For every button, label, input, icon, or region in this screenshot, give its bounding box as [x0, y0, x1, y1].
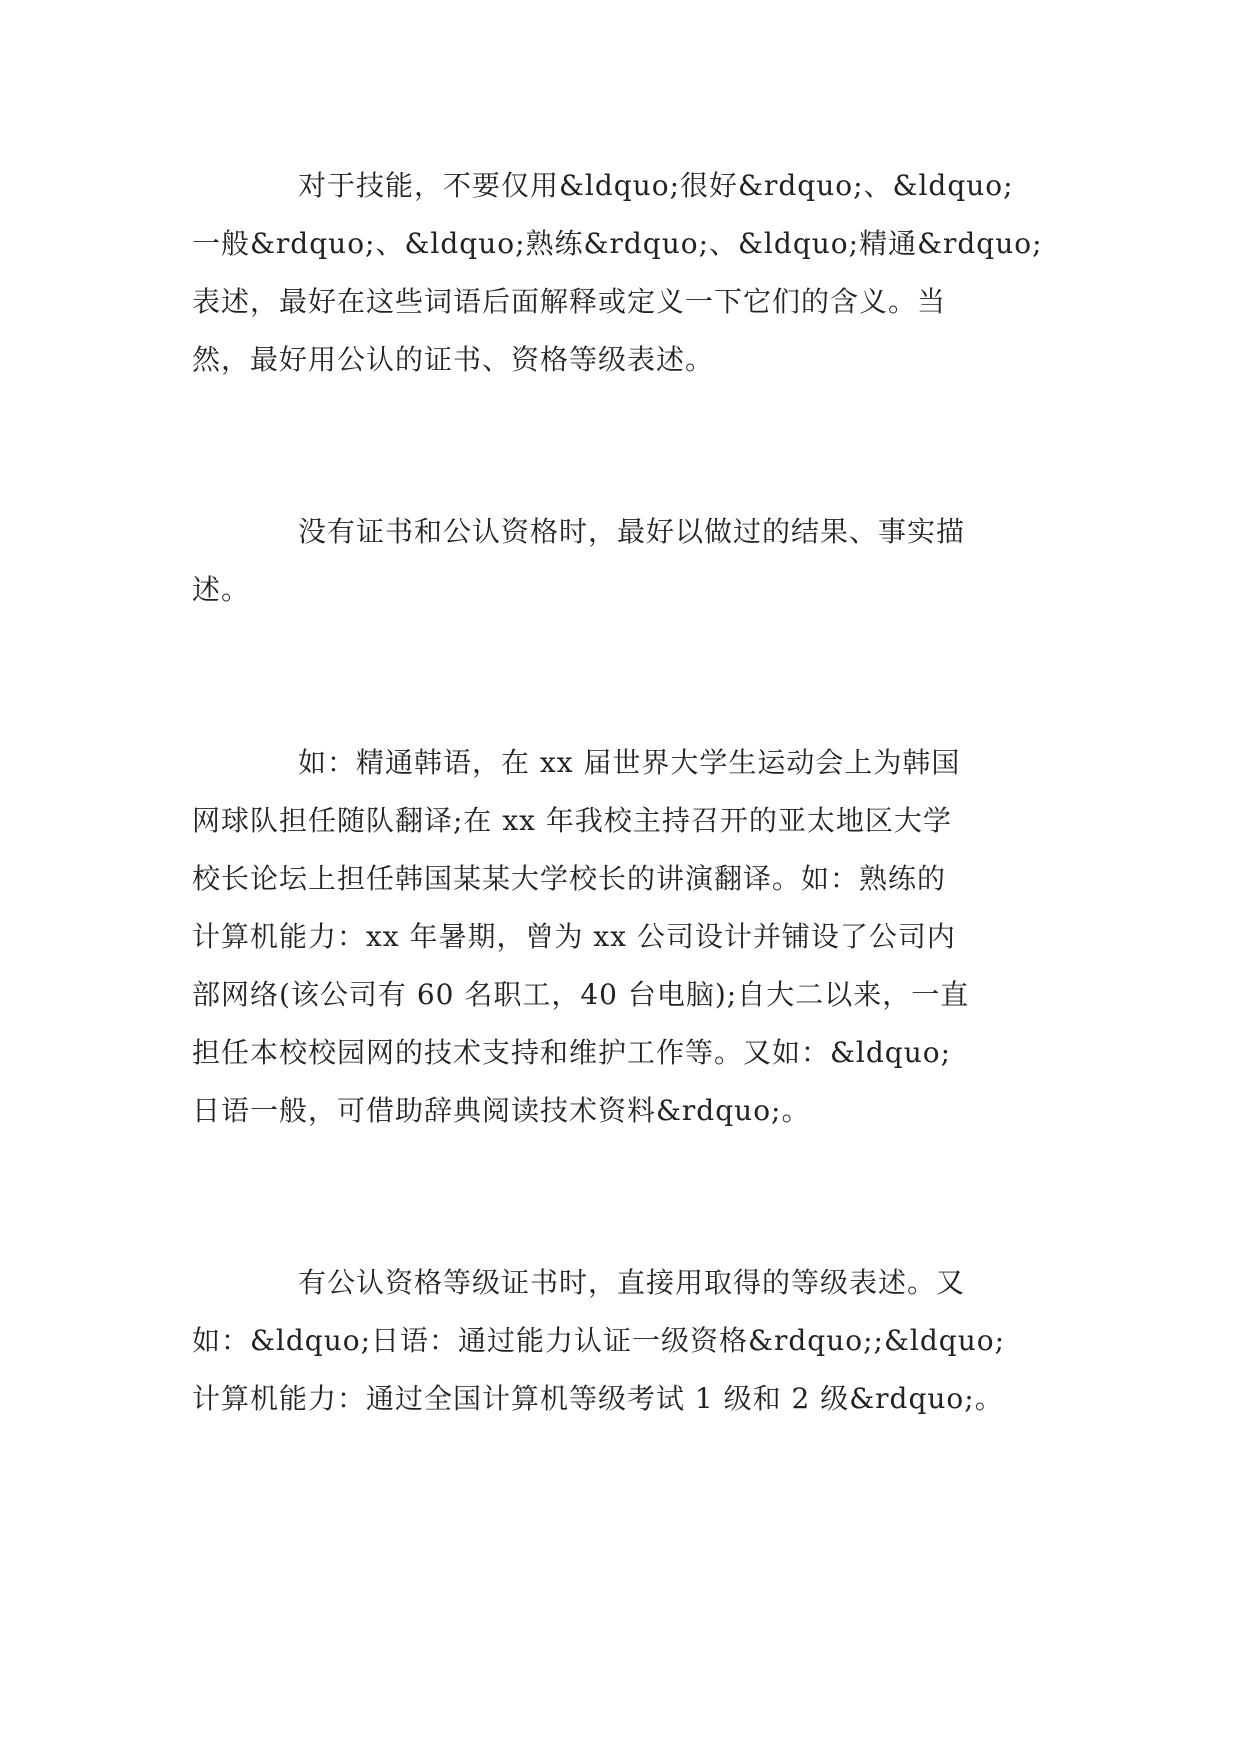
text-line: 网球队担任随队翻译;在 xx 年我校主持召开的亚太地区大学 [192, 804, 952, 837]
text-line: 没有证书和公认资格时，最好以做过的结果、事实描 [298, 515, 966, 548]
text-line: 一般&rdquo;、&ldquo;熟练&rdquo;、&ldquo;精通&rdquo; [192, 227, 1043, 260]
text-line: 述。 [192, 573, 251, 606]
text-line: 校长论坛上担任韩国某某大学校长的讲演翻译。如：熟练的 [192, 862, 947, 895]
text-line: 计算机能力：通过全国计算机等级考试 1 级和 2 级&rdquo;。 [192, 1382, 1004, 1415]
text-line: 有公认资格等级证书时，直接用取得的等级表述。又 [298, 1266, 966, 1299]
text-line: 然，最好用公认的证书、资格等级表述。 [192, 343, 715, 376]
text-line: 如：精通韩语，在 xx 届世界大学生运动会上为韩国 [298, 746, 961, 779]
text-line: 担任本校校园网的技术支持和维护工作等。又如：&ldquo; [192, 1036, 952, 1069]
text-line: 表述，最好在这些词语后面解释或定义一下它们的含义。当 [192, 285, 947, 318]
text-line: 计算机能力：xx 年暑期，曾为 xx 公司设计并铺设了公司内 [192, 920, 956, 953]
text-line: 如：&ldquo;日语：通过能力认证一级资格&rdquo;;&ldquo; [192, 1324, 1006, 1357]
text-line: 日语一般，可借助辞典阅读技术资料&rdquo;。 [192, 1094, 811, 1127]
text-line: 部网络(该公司有 60 名职工，40 台电脑);自大二以来，一直 [192, 978, 970, 1011]
text-line: 对于技能，不要仅用&ldquo;很好&rdquo;、&ldquo; [298, 169, 1014, 202]
